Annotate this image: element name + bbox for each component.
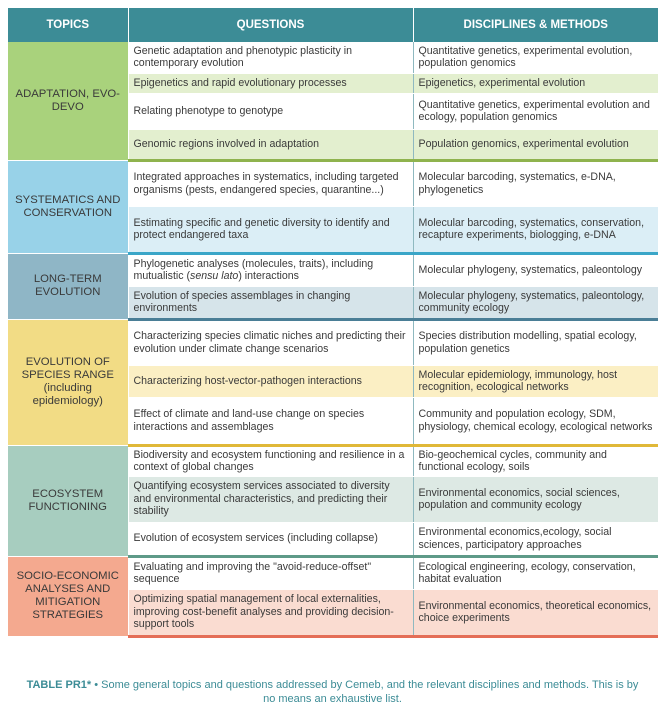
discipline-cell: Environmental economics,ecology, social sciences, participatory approaches xyxy=(413,522,658,556)
question-text: ) interactions xyxy=(238,270,299,282)
discipline-cell: Molecular epidemiology, immunology, host recognition, ecological networks xyxy=(413,365,658,397)
discipline-cell: Community and population ecology, SDM, physiology, chemical ecology, ecological networks xyxy=(413,397,658,445)
question-cell: Estimating specific and genetic diversity to identify and protect endangered taxa xyxy=(128,206,413,253)
header-topics: TOPICS xyxy=(8,8,128,42)
topic-cell: LONG-TERM EVOLUTION xyxy=(8,253,128,319)
discipline-cell: Molecular barcoding, systematics, conservation, recapture experiments, biologging, e-DNA xyxy=(413,206,658,253)
discipline-cell: Quantitative genetics, experimental evolution, population genomics xyxy=(413,42,658,73)
table-row xyxy=(8,319,658,365)
question-cell: Evolution of species assemblages in changing environments xyxy=(128,286,413,319)
header-questions: QUESTIONS xyxy=(128,8,413,42)
table-row xyxy=(8,253,658,286)
topics-table xyxy=(8,8,658,638)
discipline-cell: Quantitative genetics, experimental evolution and ecology, population genomics xyxy=(413,93,658,129)
question-cell: Genomic regions involved in adaptation xyxy=(128,129,413,160)
table-row xyxy=(8,160,658,206)
table-row xyxy=(8,42,658,73)
discipline-cell: Molecular phylogeny, systematics, paleontology xyxy=(413,253,658,286)
question-cell xyxy=(128,253,413,286)
question-cell: Optimizing spatial management of local externalities, improving cost-benefit analyses and providing decision-support tools xyxy=(128,589,413,636)
discipline-cell: Environmental economics, theoretical economics, choice experiments xyxy=(413,589,658,636)
discipline-cell: Species distribution modelling, spatial ecology, population genetics xyxy=(413,319,658,365)
topic-cell: SOCIO-ECONOMIC ANALYSES AND MITIGATION STRATEGIES xyxy=(8,556,128,636)
discipline-cell: Bio-geochemical cycles, community and functional ecology, soils xyxy=(413,445,658,476)
question-cell: Evaluating and improving the "avoid-reduce-offset" sequence xyxy=(128,556,413,589)
question-cell: Characterizing species climatic niches and predicting their evolution under climate change scenarios xyxy=(128,319,413,365)
table-row xyxy=(8,445,658,476)
question-cell: Relating phenotype to genotype xyxy=(128,93,413,129)
caption-label: TABLE PR1* xyxy=(26,679,92,691)
question-cell: Epigenetics and rapid evolutionary processes xyxy=(128,73,413,93)
topics-table-container xyxy=(8,8,658,638)
question-cell: Biodiversity and ecosystem functioning and resilience in a context of global changes xyxy=(128,445,413,476)
question-cell: Integrated approaches in systematics, including targeted organisms (pests, endangered species, quarantine...) xyxy=(128,160,413,206)
table-header-row xyxy=(8,8,658,42)
discipline-cell: Molecular barcoding, systematics, e-DNA, phylogenetics xyxy=(413,160,658,206)
topic-cell: ADAPTATION, EVO-DEVO xyxy=(8,42,128,160)
question-cell: Quantifying ecosystem services associated to diversity and environmental characteristics, and predicting their stability xyxy=(128,476,413,522)
discipline-cell: Molecular phylogeny, systematics, paleontology, community ecology xyxy=(413,286,658,319)
question-cell: Effect of climate and land-use change on species interactions and assemblages xyxy=(128,397,413,445)
topic-cell: EVOLUTION OF SPECIES RANGE (including epidemiology) xyxy=(8,319,128,445)
question-text: Phylogenetic analyses (molecules, traits), including mutualistic ( xyxy=(133,257,374,282)
caption-text: • Some general topics and questions addressed by Cemeb, and the relevant disciplines and methods. This is by no means an exhaustive list. xyxy=(91,679,639,705)
table-caption xyxy=(20,678,645,706)
discipline-cell: Ecological engineering, ecology, conservation, habitat evaluation xyxy=(413,556,658,589)
discipline-cell: Epigenetics, experimental evolution xyxy=(413,73,658,93)
question-cell: Characterizing host-vector-pathogen interactions xyxy=(128,365,413,397)
question-emphasis: sensu lato xyxy=(190,270,239,282)
question-cell: Evolution of ecosystem services (including collapse) xyxy=(128,522,413,556)
question-cell: Genetic adaptation and phenotypic plasticity in contemporary evolution xyxy=(128,42,413,73)
topic-cell: ECOSYSTEM FUNCTIONING xyxy=(8,445,128,556)
discipline-cell: Population genomics, experimental evolution xyxy=(413,129,658,160)
header-disciplines: DISCIPLINES & METHODS xyxy=(413,8,658,42)
discipline-cell: Environmental economics, social sciences, population and community ecology xyxy=(413,476,658,522)
table-row xyxy=(8,556,658,589)
topic-cell: SYSTEMATICS AND CONSERVATION xyxy=(8,160,128,253)
